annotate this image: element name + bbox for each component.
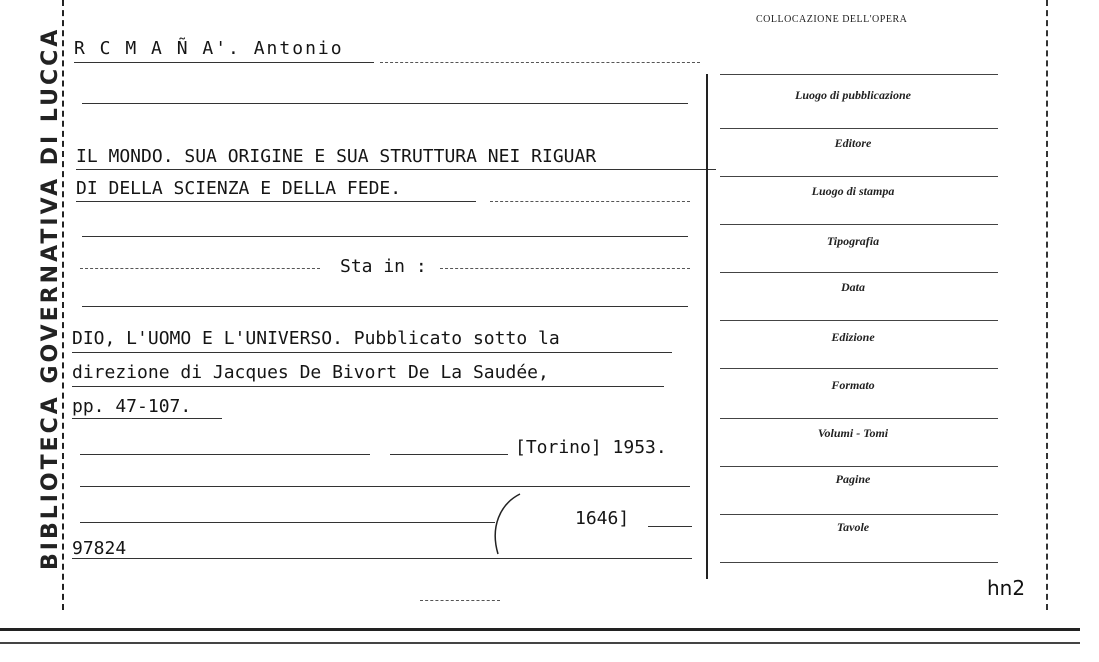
source-underline-3 bbox=[72, 418, 222, 419]
field-luogo-pubblicazione: Luogo di pubblicazione bbox=[794, 88, 911, 102]
field-volumi-tomi: Volumi - Tomi bbox=[817, 426, 889, 440]
source-line-2: direzione di Jacques De Bivort De La Saudée, bbox=[72, 362, 549, 383]
field-rule bbox=[720, 272, 998, 273]
source-underline-2 bbox=[72, 386, 664, 387]
handwritten-mark: hn2 bbox=[987, 576, 1026, 600]
card-bottom-shadow bbox=[0, 642, 1080, 644]
title-dash-line bbox=[490, 201, 690, 202]
author-dash-line bbox=[380, 62, 700, 63]
field-rule-top bbox=[720, 74, 998, 75]
blank-rule-1 bbox=[82, 103, 688, 104]
publication-fields-column bbox=[706, 74, 998, 579]
imprint: [Torino] 1953. bbox=[515, 437, 667, 458]
field-rule bbox=[720, 224, 998, 225]
field-rule bbox=[720, 418, 998, 419]
blank-rule-4 bbox=[80, 486, 690, 487]
field-rule bbox=[720, 562, 998, 563]
field-rule bbox=[720, 368, 998, 369]
sta-in-dash-right bbox=[440, 268, 690, 269]
field-edizione: Edizione bbox=[831, 330, 875, 344]
source-line-1: DIO, L'UOMO E L'UNIVERSO. Pubblicato sotto la bbox=[72, 328, 560, 349]
imprint-rule-left bbox=[80, 454, 370, 455]
author-underline bbox=[74, 62, 374, 63]
bottom-dash bbox=[420, 600, 500, 601]
collocation-label: COLLOCAZIONE DELL'OPERA bbox=[756, 14, 908, 25]
field-data: Data bbox=[841, 280, 865, 294]
bracket-stroke bbox=[490, 492, 530, 562]
source-line-3: pp. 47-107. bbox=[72, 396, 192, 417]
field-tipografia: Tipografia bbox=[826, 234, 880, 248]
sta-in-label: Sta in : bbox=[340, 256, 427, 277]
library-name: BIBLIOTECA GOVERNATIVA DI LUCCA bbox=[38, 26, 63, 570]
blank-rule-3 bbox=[82, 306, 688, 307]
card-bottom-edge bbox=[0, 628, 1080, 631]
field-tavole: Tavole bbox=[836, 520, 870, 534]
inventory-number: 97824 bbox=[72, 538, 127, 559]
blank-rule-2 bbox=[82, 236, 688, 237]
field-formato: Formato bbox=[831, 378, 875, 392]
title-line-2: DI DELLA SCIENZA E DELLA FEDE. bbox=[76, 178, 402, 199]
shelf-number: 1646] bbox=[575, 508, 630, 529]
card-right-edge bbox=[1046, 0, 1048, 610]
source-underline-1 bbox=[72, 352, 672, 353]
field-pagine: Pagine bbox=[835, 472, 871, 486]
field-rule bbox=[720, 176, 998, 177]
author-name: R C M A Ñ A'. Antonio bbox=[74, 38, 344, 59]
shelf-rule-right bbox=[648, 526, 692, 527]
sta-in-dash-left bbox=[80, 268, 320, 269]
imprint-rule-mid bbox=[390, 454, 508, 455]
title-underline-1 bbox=[76, 169, 716, 170]
shelf-rule-left bbox=[80, 522, 495, 523]
field-luogo-stampa: Luogo di stampa bbox=[811, 184, 895, 198]
title-underline-2 bbox=[76, 201, 476, 202]
field-rule bbox=[720, 320, 998, 321]
title-line-1: IL MONDO. SUA ORIGINE E SUA STRUTTURA NEI RIGUAR bbox=[76, 146, 597, 167]
field-rule bbox=[720, 514, 998, 515]
field-rule bbox=[720, 128, 998, 129]
card-spine bbox=[0, 0, 64, 610]
field-rule bbox=[720, 466, 998, 467]
field-editore: Editore bbox=[834, 136, 872, 150]
inventory-rule bbox=[72, 558, 692, 559]
